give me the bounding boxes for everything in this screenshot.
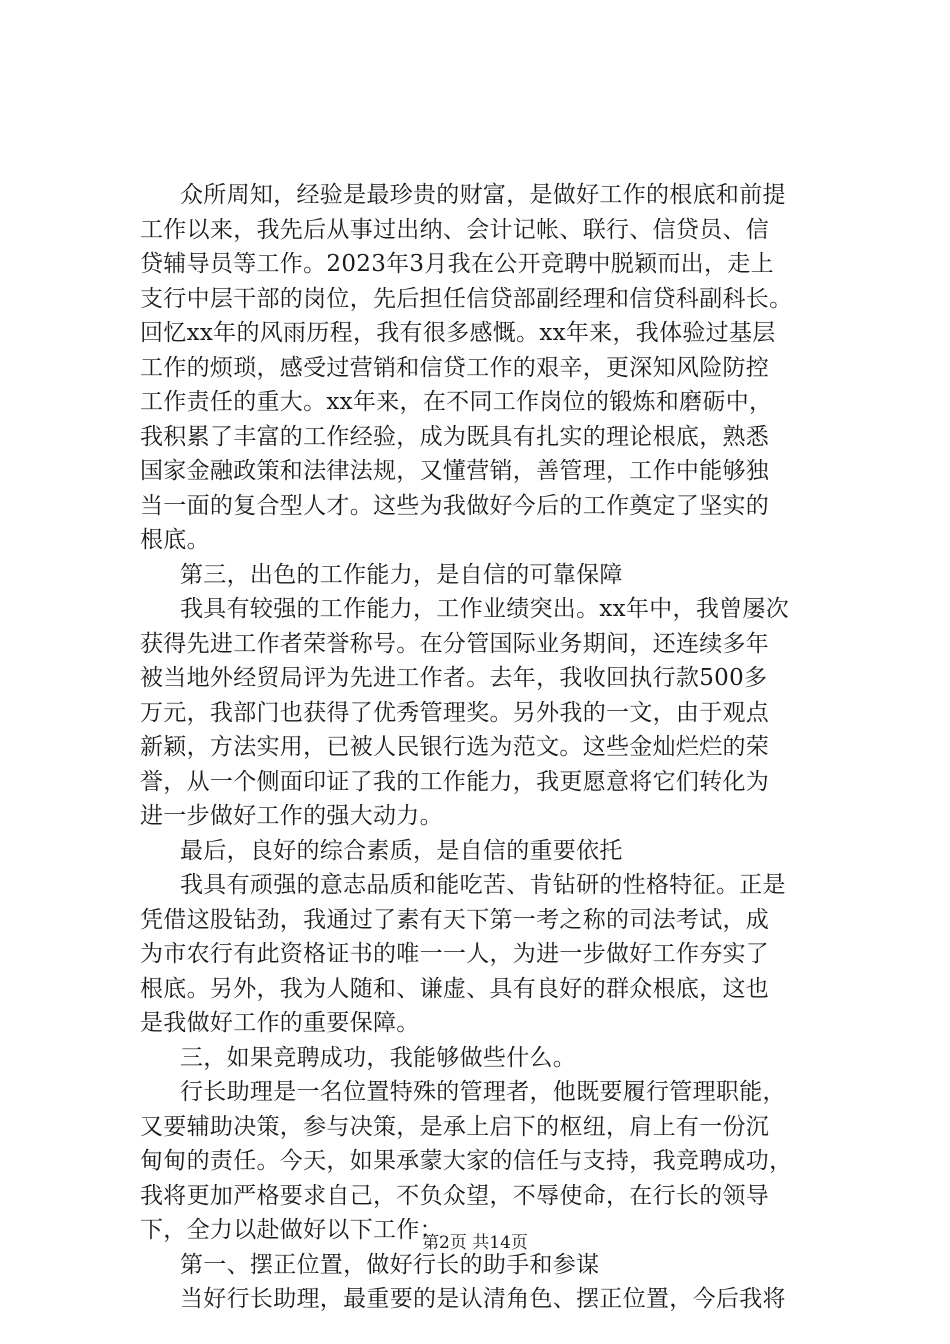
text-line: 国家金融政策和法律法规，又懂营销，善管理，工作中能够独 bbox=[140, 458, 770, 484]
text-line: 工作责任的重大。xx年来，在不同工作岗位的锻炼和磨砺中， bbox=[140, 389, 773, 415]
text-line: 是我做好工作的重要保障。 bbox=[140, 1010, 420, 1036]
text-line: 最后，良好的综合素质，是自信的重要依托 bbox=[180, 837, 623, 864]
text-line: 工作以来，我先后从事过出纳、会计记帐、联行、信贷员、信 bbox=[140, 216, 770, 243]
text-line: 我将更加严格要求自己，不负众望，不辱使命，在行长的领导 bbox=[140, 1182, 770, 1209]
document-body bbox=[140, 178, 840, 1317]
text-line: 我具有顽强的意志品质和能吃苦、肯钻研的性格特征。正是 bbox=[180, 872, 786, 898]
text-line: 当好行长助理，最重要的是认清角色、摆正位置，今后我将 bbox=[180, 1286, 786, 1312]
text-line: 根底。另外，我为人随和、谦虚、具有良好的群众根底，这也 bbox=[140, 975, 770, 1002]
text-line: 甸甸的责任。今天，如果承蒙大家的信任与支持，我竞聘成功， bbox=[140, 1148, 793, 1174]
text-line: 根底。 bbox=[140, 527, 210, 553]
page-footer: 第2页 共14页 bbox=[422, 1233, 528, 1253]
text-line: 被当地外经贸局评为先进工作者。去年，我收回执行款500多 bbox=[140, 665, 768, 691]
text-line: 支行中层干部的岗位，先后担任信贷部副经理和信贷科副科长。 bbox=[140, 285, 793, 312]
text-line: 贷辅导员等工作。2023年3月我在公开竞聘中脱颖而出，走上 bbox=[140, 251, 774, 277]
text-line: 凭借这股钻劲，我通过了素有天下第一考之称的司法考试，成 bbox=[140, 906, 770, 933]
text-line: 我积累了丰富的工作经验，成为既具有扎实的理论根底，熟悉 bbox=[140, 423, 770, 450]
text-line: 三，如果竞聘成功，我能够做些什么。 bbox=[180, 1044, 577, 1071]
text-line: 为市农行有此资格证书的唯一一人，为进一步做好工作夯实了 bbox=[140, 941, 770, 967]
text-line: 工作的烦琐，感受过营销和信贷工作的艰辛，更深知风险防控 bbox=[140, 354, 770, 381]
text-line: 誉，从一个侧面印证了我的工作能力，我更愿意将它们转化为 bbox=[140, 768, 770, 795]
text-line: 第一、摆正位置，做好行长的助手和参谋 bbox=[180, 1251, 600, 1278]
text-line: 进一步做好工作的强大动力。 bbox=[140, 803, 443, 829]
text-line: 获得先进工作者荣誉称号。在分管国际业务期间，还连续多年 bbox=[140, 630, 770, 657]
text-line: 新颖，方法实用，已被人民银行选为范文。这些金灿烂烂的荣 bbox=[140, 734, 770, 760]
text-line: 下，全力以赴做好以下工作： bbox=[140, 1217, 443, 1243]
text-line: 又要辅助决策，参与决策，是承上启下的枢纽，肩上有一份沉 bbox=[140, 1113, 770, 1140]
text-line: 回忆xx年的风雨历程，我有很多感慨。xx年来，我体验过基层 bbox=[140, 320, 776, 346]
text-line: 我具有较强的工作能力，工作业绩突出。xx年中，我曾屡次 bbox=[180, 596, 790, 622]
text-line: 行长助理是一名位置特殊的管理者，他既要履行管理职能， bbox=[180, 1079, 786, 1105]
text-line: 万元，我部门也获得了优秀管理奖。另外我的一文，由于观点 bbox=[140, 699, 770, 726]
text-line: 众所周知，经验是最珍贵的财富，是做好工作的根底和前提 bbox=[180, 182, 786, 208]
text-line: 当一面的复合型人才。这些为我做好今后的工作奠定了坚实的 bbox=[140, 492, 770, 519]
text-line: 第三，出色的工作能力，是自信的可靠保障 bbox=[180, 561, 623, 588]
